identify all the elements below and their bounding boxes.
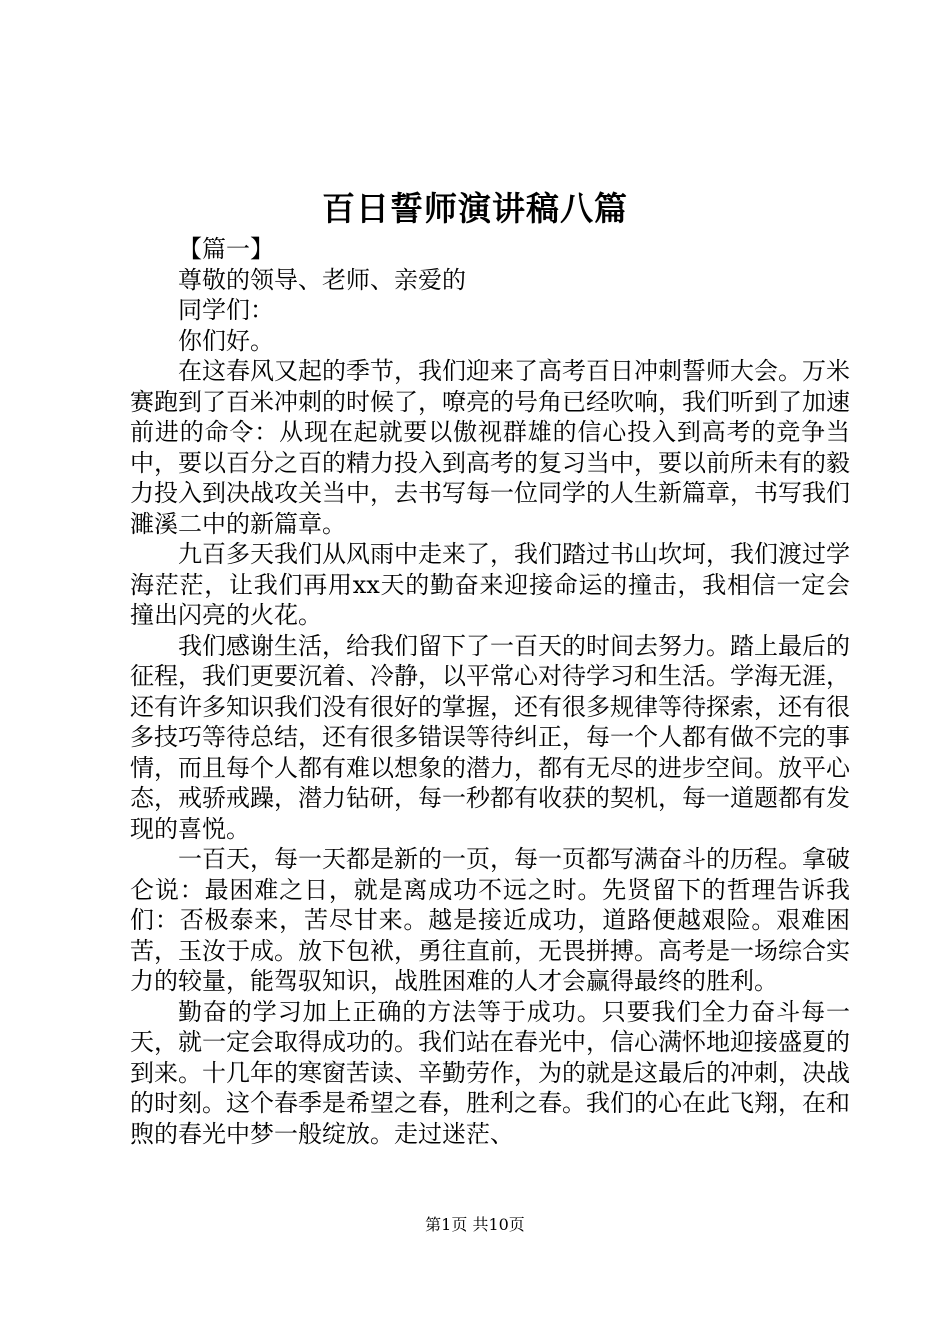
hello-line: 你们好。 <box>178 326 274 355</box>
paragraph: 勤奋的学习加上正确的方法等于成功。只要我们全力奋斗每一天，就一定会取得成功的。我们站在春光中，信心满怀地迎接盛夏的到来。十几年的寒窗苦读、辛勤劳作，为的就是这最后的冲刺，决战的时刻。这个春季是希望之春，胜利之春。我们的心在此飞翔，在和煦的春光中梦一般绽放。走过迷茫、 <box>130 997 850 1148</box>
document-body <box>130 234 850 1149</box>
section-heading: 【篇一】 <box>178 235 274 263</box>
greeting-line-1: 尊敬的领导、老师、亲爱的 <box>178 265 466 294</box>
paragraph: 九百多天我们从风雨中走来了，我们踏过书山坎坷，我们渡过学海茫茫，让我们再用xx天的勤奋来迎接命运的撞击，我相信一定会撞出闪亮的火花。 <box>130 540 850 629</box>
paragraph: 一百天，每一天都是新的一页，每一页都写满奋斗的历程。拿破仑说：最困难之日，就是离成功不远之时。先贤留下的哲理告诉我们：否极泰来，苦尽甘来。越是接近成功，道路便越艰险。艰难困苦，玉汝于成。放下包袱，勇往直前，无畏拼搏。高考是一场综合实力的较量，能驾驭知识，战胜困难的人才会赢得最终的胜利。 <box>130 845 850 995</box>
paragraph: 我们感谢生活，给我们留下了一百天的时间去努力。踏上最后的征程，我们更要沉着、冷静，以平常心对待学习和生活。学海无涯，还有许多知识我们没有很好的掌握，还有很多规律等待探索，还有很多技巧等待总结，还有很多错误等待纠正，每一个人都有做不完的事情，而且每个人都有难以想象的潜力，都有无尽的进步空间。放平心态，戒骄戒躁，潜力钻研，每一秒都有收获的契机，每一道题都有发现的喜悦。 <box>130 631 850 843</box>
document-title: 百日誓师演讲稿八篇 <box>322 189 628 228</box>
greeting-line-2: 同学们： <box>178 296 274 324</box>
page-footer: 第1页 共10页 <box>425 1215 525 1234</box>
paragraph: 在这春风又起的季节，我们迎来了高考百日冲刺誓师大会。万米赛跑到了百米冲刺的时候了，嘹亮的号角已经吹响，我们听到了加速前进的命令：从现在起就要以傲视群雄的信心投入到高考的竞争当中，要以百分之百的精力投入到高考的复习当中，要以前所未有的毅力投入到决战攻关当中，去书写每一位同学的人生新篇章，书写我们濉溪二中的新篇章。 <box>130 357 850 538</box>
